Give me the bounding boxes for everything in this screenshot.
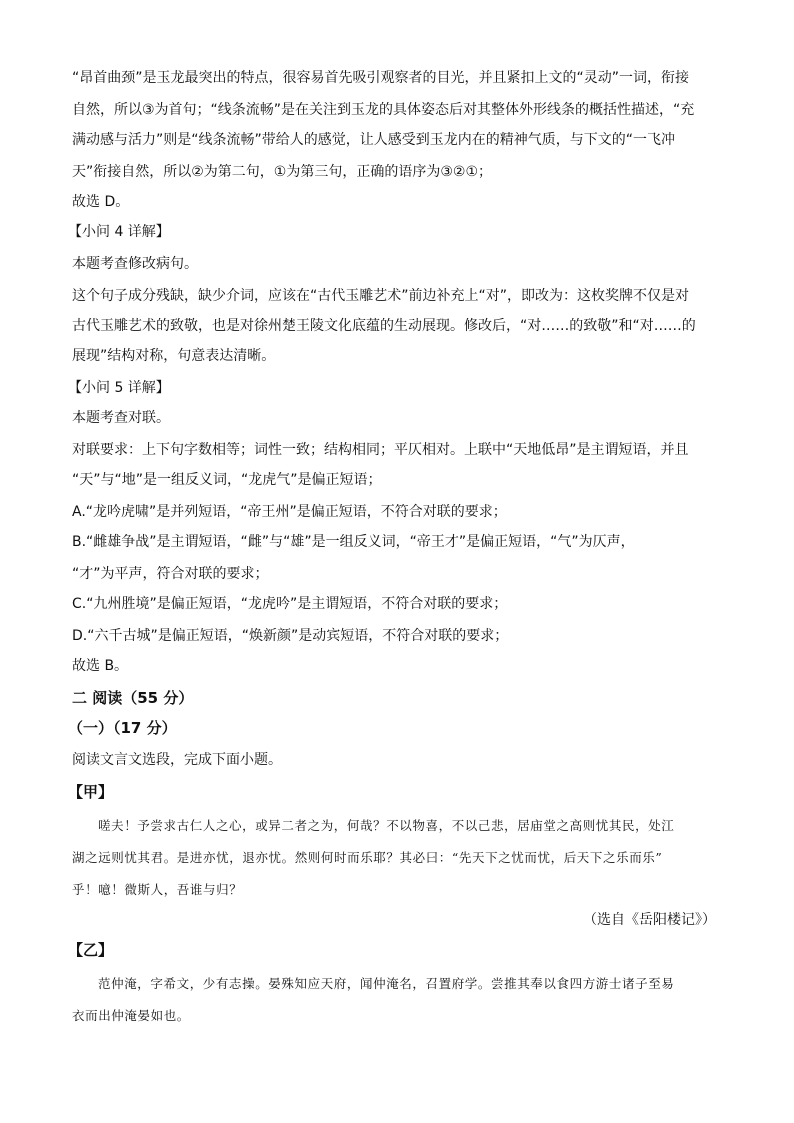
explanation-line: 天”衔接自然，所以②为第二句，①为第三句，正确的语序为③②①； <box>72 164 493 180</box>
q5-option-a: A.“龙吟虎啸”是并列短语，“帝王州”是偏正短语，不符合对联的要求； <box>72 504 507 520</box>
q5-option-b: B.“雌雄争战”是主谓短语，“雌”与“雄”是一组反义词，“帝王才”是偏正短语，“气”为仄声， <box>72 534 635 550</box>
q4-line: 展现”结构对称，句意表达清晰。 <box>72 348 276 364</box>
q5-heading: 【小问 5 详解】 <box>68 380 170 396</box>
q5-line: 本题考查对联。 <box>72 410 170 426</box>
q5-line: 对联要求：上下句字数相等；词性一致；结构相同；平仄相对。上联中“天地低昂”是主谓短语，并且 <box>72 442 689 458</box>
yi-line: 范仲淹，字希文，少有志操。晏殊知应天府，闻仲淹名，召置府学。尝推其奉以食四方游士诸子至易 <box>98 976 675 991</box>
part-title: （一）（17 分） <box>68 719 177 737</box>
q4-line: 本题考查修改病句。 <box>72 256 198 272</box>
instruction: 阅读文言文选段，完成下面小题。 <box>72 752 282 768</box>
q5-option-d: D.“六千古城”是偏正短语，“焕新颜”是动宾短语，不符合对联的要求； <box>72 628 509 644</box>
explanation-line: 故选 D。 <box>72 194 130 210</box>
jia-line: 嗟夫！予尝求古仁人之心，或异二者之为，何哉？不以物喜，不以己悲，居庙堂之高则忧其民，处江 <box>98 818 675 833</box>
yi-label: 【乙】 <box>68 941 114 959</box>
explanation-line: 满动感与活力”则是“线条流畅”带给人的感觉，让人感受到玉龙内在的精神气质，与下文的“一飞冲 <box>72 132 676 148</box>
q5-line: “才”为平声，符合对联的要求； <box>72 566 269 582</box>
jia-label: 【甲】 <box>68 783 114 801</box>
jia-line: 湖之远则忧其君。是进亦忧，退亦忧。然则何时而乐耶？其必曰：“先天下之忧而忧，后天下之乐而乐” <box>72 850 663 865</box>
q4-line: 这个句子成分残缺，缺少介词，应该在“古代玉雕艺术”前边补充上“对”，即改为：这枚奖牌不仅是对 <box>72 288 690 304</box>
jia-source: （选自《岳阳楼记》） <box>583 912 716 928</box>
section-title: 二 阅读（55 分） <box>72 689 194 707</box>
q4-heading: 【小问 4 详解】 <box>68 224 170 240</box>
explanation-line: “昂首曲颈”是玉龙最突出的特点，很容易首先吸引观察者的目光，并且紧扣上文的“灵动”一词，衔接 <box>72 70 690 86</box>
q5-option-c: C.“九州胜境”是偏正短语，“龙虎吟”是主谓短语，不符合对联的要求； <box>72 596 508 612</box>
q5-answer: 故选 B。 <box>72 658 129 674</box>
explanation-line: 自然，所以③为首句；“线条流畅”是在关注到玉龙的具体姿态后对其整体外形线条的概括性描述，“充 <box>72 102 695 118</box>
q4-line: 古代玉雕艺术的致敬，也是对徐州楚王陵文化底蕴的生动展现。修改后，“对……的致敬”和“对……的 <box>72 318 696 334</box>
q5-line: “天”与“地”是一组反义词，“龙虎气”是偏正短语； <box>72 472 382 488</box>
jia-line: 乎！噫！微斯人，吾谁与归？ <box>72 882 243 897</box>
yi-line: 衣而出仲淹晏如也。 <box>72 1008 190 1023</box>
